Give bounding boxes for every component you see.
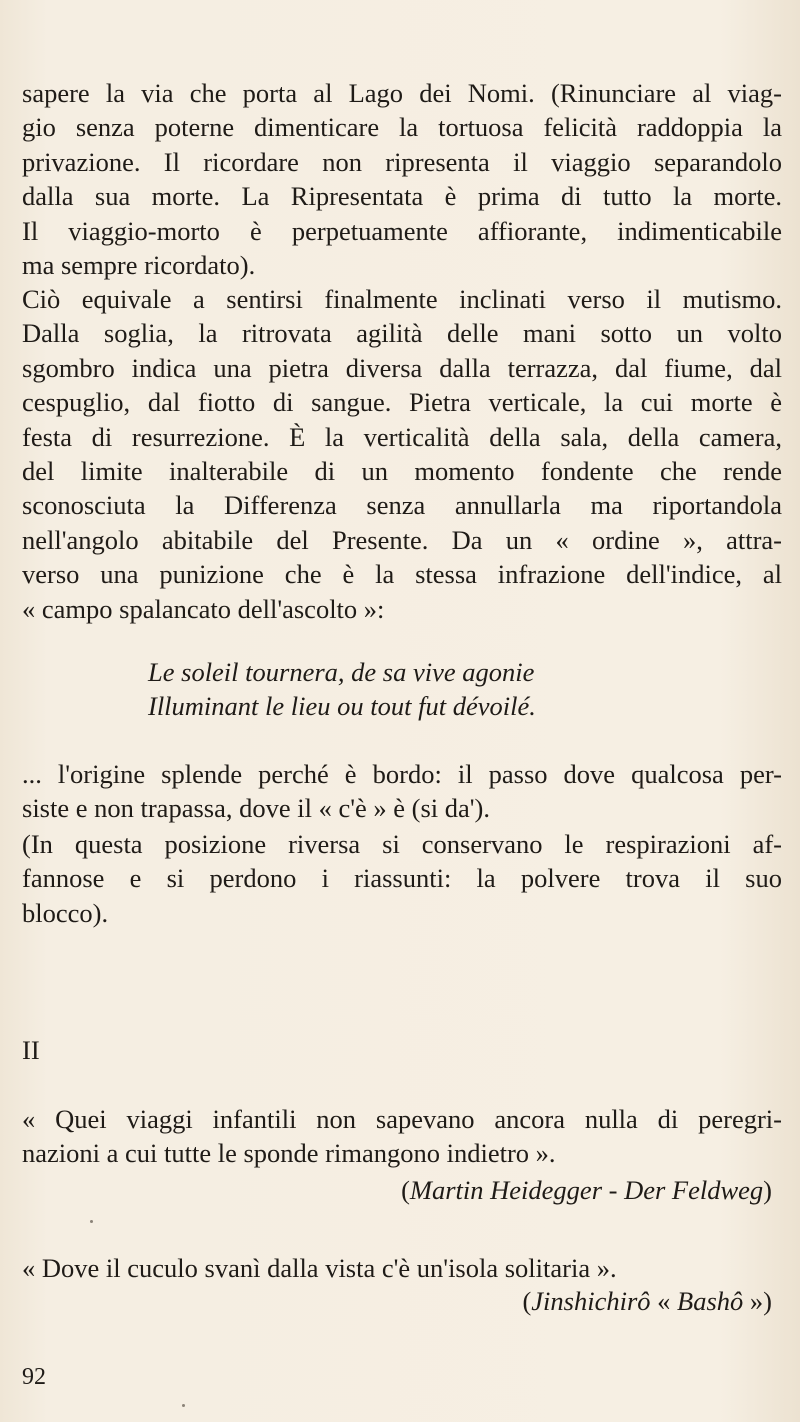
attribution-author: Martin Heidegger - Der Feldweg [409,1175,764,1205]
text-line: ma sempre ricordato). [22,249,256,280]
french-poem [148,654,768,723]
text-line: sgombro indica una pietra diversa dalla terrazza, dal fiume, dal [22,352,782,383]
quote-1-attribution [401,1173,772,1207]
paper-speck [182,1404,185,1407]
attribution-author: Jinshichirô [531,1286,651,1316]
paragraph-4 [22,827,782,930]
text-line: privazione. Il ricordare non ripresenta il viaggio separandolo [22,146,782,177]
quote-1 [22,1102,782,1171]
paren-open: ( [401,1175,410,1205]
quote-2 [22,1251,782,1285]
paren-close: ) [763,1286,772,1316]
poem-line: Le soleil tournera, de sa vive agonie [148,657,535,687]
text-line: nell'angolo abitabile del Presente. Da un « ordine », attra- [22,524,782,555]
paren-open: ( [522,1286,532,1316]
text-line: sapere la via che porta al Lago dei Nomi. (Rinunciare al viag- [22,78,782,108]
guillemet-open: « [650,1286,678,1316]
paragraph-2 [22,282,782,626]
text-line: Il viaggio-morto è perpetuamente affiorante, indimenticabile [22,215,782,246]
quote-line: « Quei viaggi infantili non sapevano ancora nulla di peregri- [22,1104,782,1134]
quote-line: nazioni a cui tutte le sponde rimangono indietro ». [22,1138,556,1169]
text-line: ... l'origine splende perché è bordo: il passo dove qualcosa per- [22,759,782,789]
paragraph-1 [22,76,782,282]
quote-2-attribution [522,1284,772,1318]
text-line: gio senza poterne dimenticare la tortuosa felicità raddoppia la [22,112,782,143]
text-line: cespuglio, dal fiotto di sangue. Pietra verticale, la cui morte è [22,387,782,418]
text-line: dalla sua morte. La Ripresentata è prima di tutto la morte. [22,181,782,212]
text-line: sconosciuta la Differenza senza annullarla ma riportandola [22,490,782,521]
section-number: II [22,1035,40,1065]
text-line: siste e non trapassa, dove il « c'è » è (si da'). [22,793,491,824]
text-line: fannose e si perdono i riassunti: la polvere trova il suo [22,863,782,894]
paren-close: ) [763,1175,772,1205]
text-line: verso una punizione che è la stessa infrazione dell'indice, al [22,559,782,590]
text-line: Dalla soglia, la ritrovata agilità delle mani sotto un volto [22,318,782,349]
text-line: blocco). [22,897,109,928]
page-number: 92 [22,1364,46,1390]
text-line: Ciò equivale a sentirsi finalmente inclinati verso il mutismo. [22,284,782,314]
text-line: festa di resurrezione. È la verticalità della sala, della camera, [22,421,782,452]
paragraph-3 [22,757,782,826]
guillemet-close: » [743,1286,764,1316]
quote-line: « Dove il cuculo svanì dalla vista c'è un'isola solitaria ». [22,1253,617,1283]
poem-line: Illuminant le lieu ou tout fut dévoilé. [148,691,536,722]
text-line: (In questa posizione riversa si conservano le respirazioni af- [22,829,782,859]
text-line: del limite inalterabile di un momento fondente che rende [22,455,782,486]
text-line: « campo spalancato dell'ascolto »: [22,593,385,624]
paper-speck [90,1220,93,1223]
attribution-work: Bashô [677,1286,744,1316]
